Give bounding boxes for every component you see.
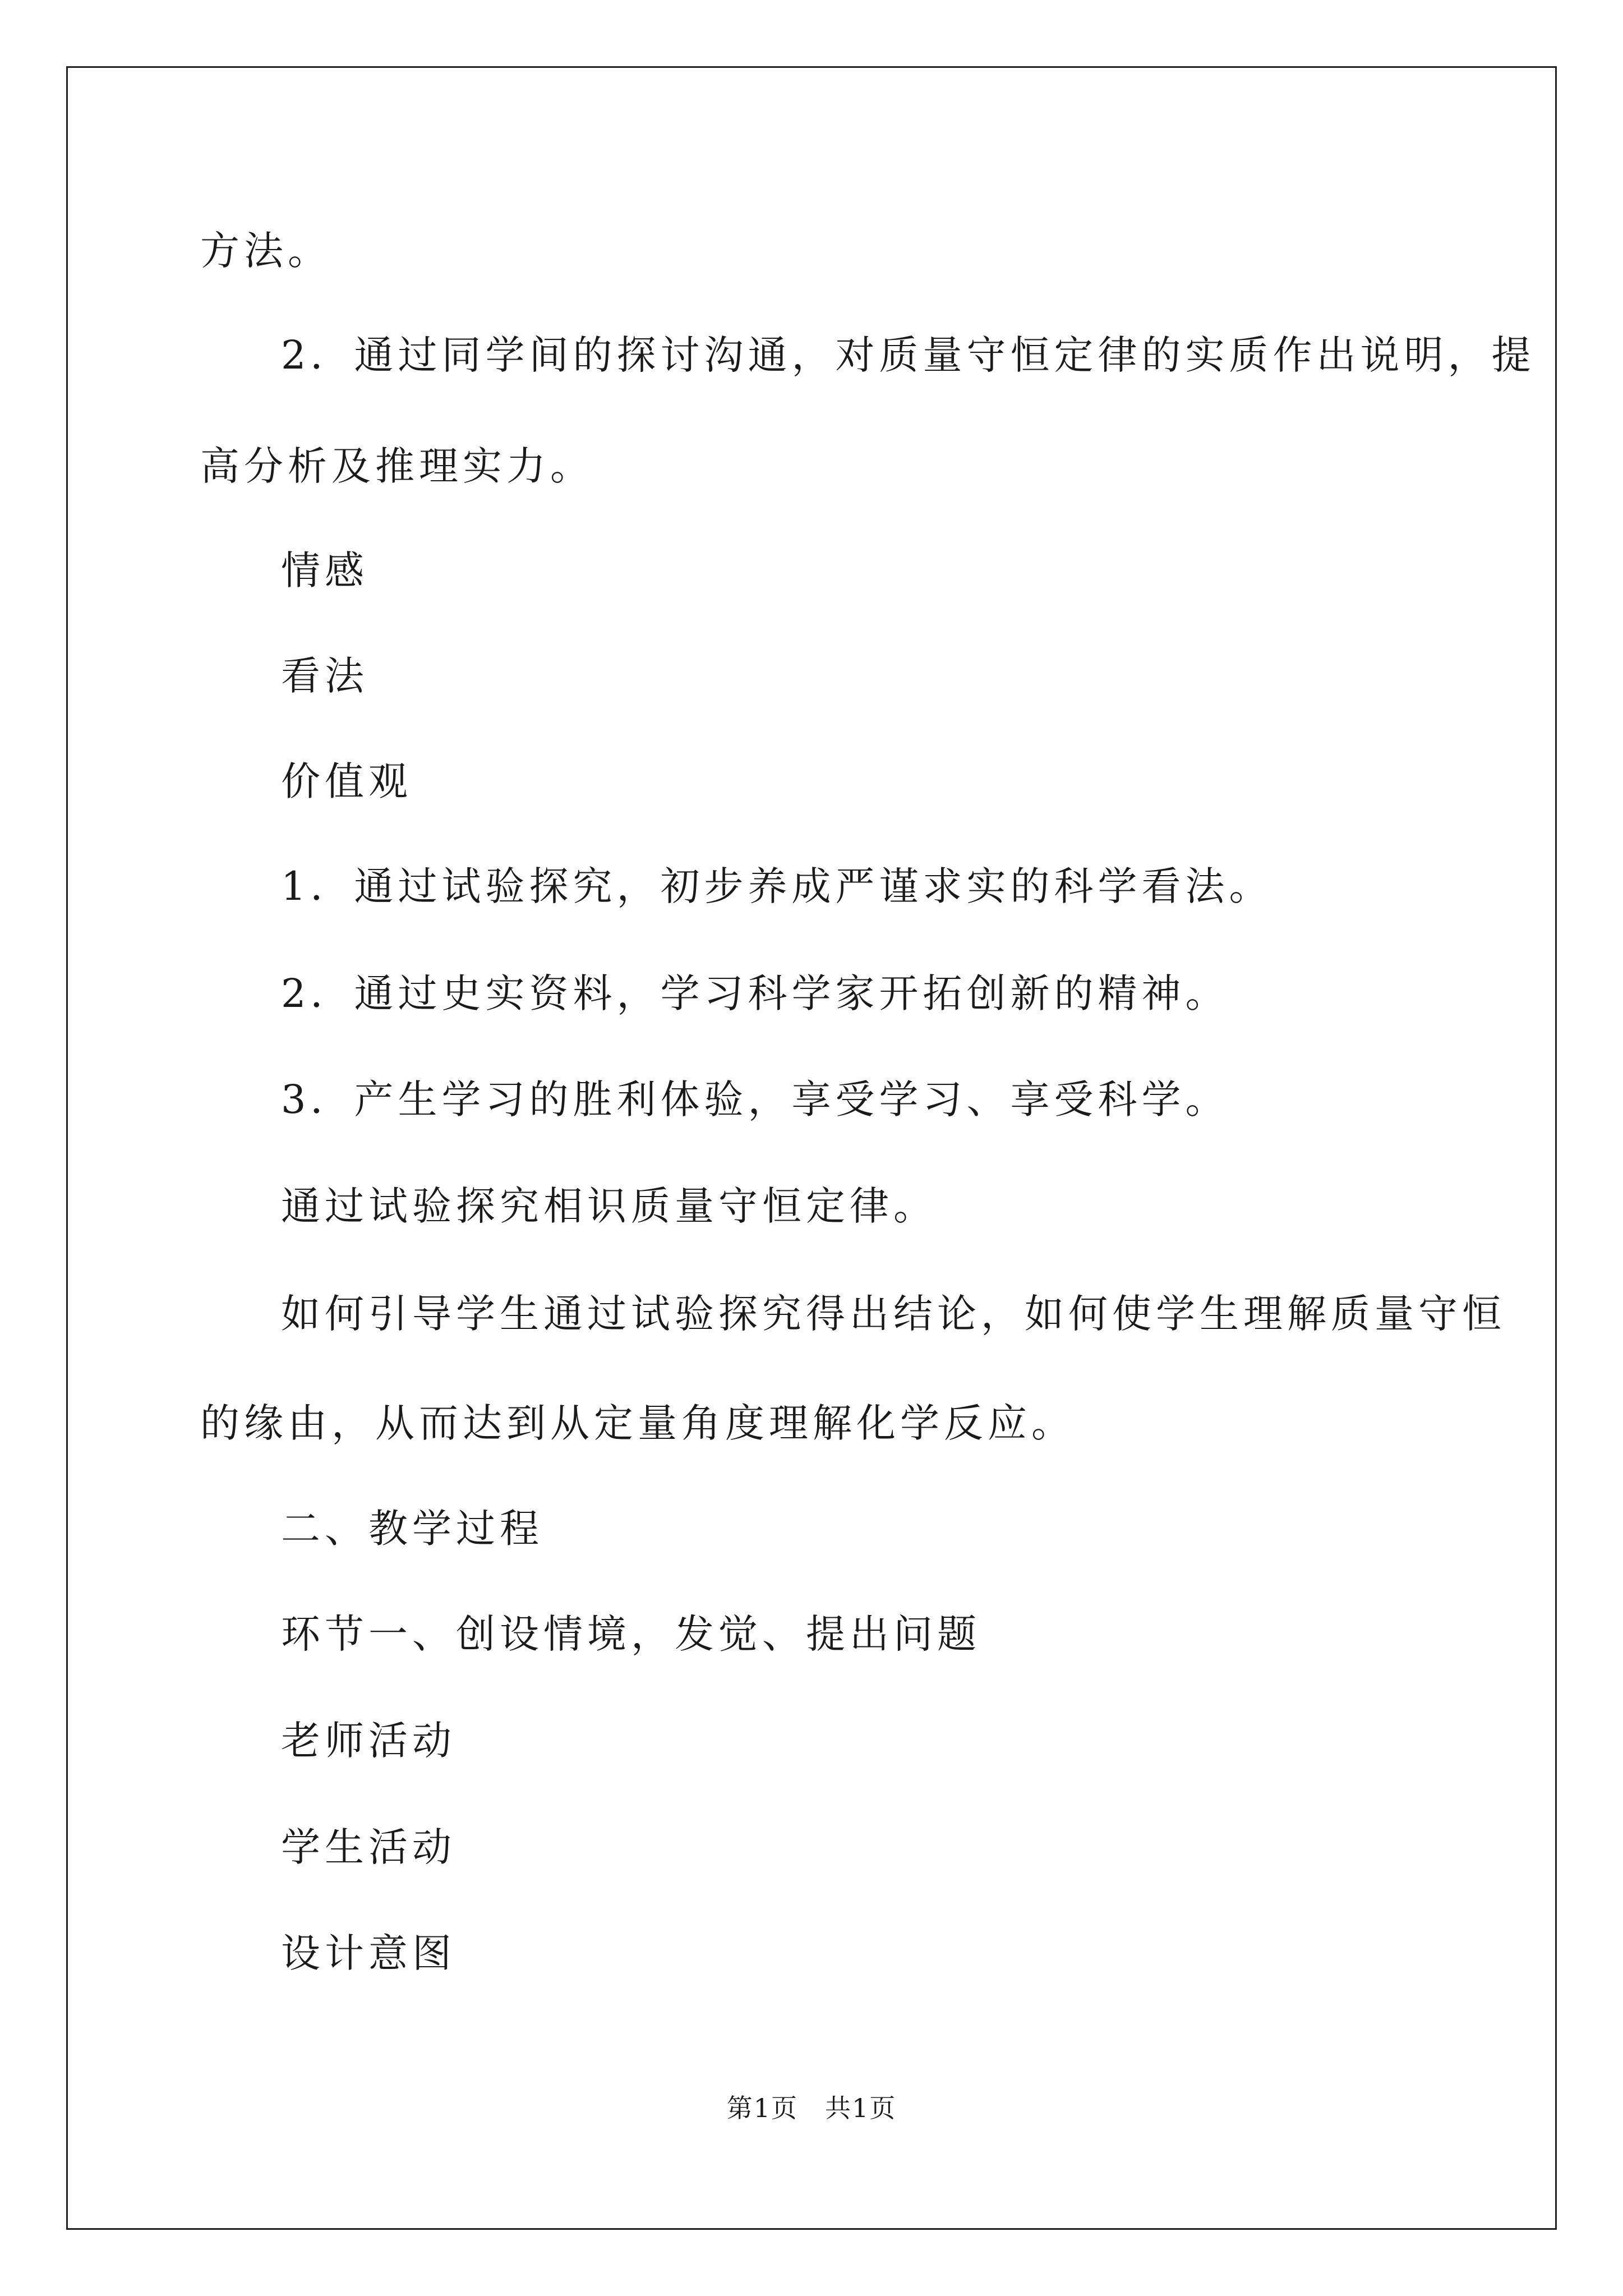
text-line: 价值观 bbox=[281, 758, 412, 804]
text-line: 通过试验探究相识质量守恒定律。 bbox=[281, 1183, 937, 1229]
page-border bbox=[66, 66, 1557, 2230]
text-line: 2．通过同学间的探讨沟通，对质量守恒定律的实质作出说明，提 bbox=[281, 332, 1536, 378]
page-number: 第1页 共1页 bbox=[726, 2093, 897, 2123]
text-line: 老师活动 bbox=[281, 1718, 456, 1764]
text-line: 看法 bbox=[281, 653, 368, 699]
text-line: 方法。 bbox=[200, 228, 331, 274]
text-line: 情感 bbox=[281, 547, 368, 593]
text-line: 二、教学过程 bbox=[281, 1506, 543, 1552]
text-line: 高分析及推理实力。 bbox=[200, 443, 594, 489]
text-line: 的缘由，从而达到从定量角度理解化学反应。 bbox=[200, 1400, 1075, 1446]
text-line: 2．通过史实资料，学习科学家开拓创新的精神。 bbox=[281, 970, 1229, 1016]
text-line: 如何引导学生通过试验探究得出结论，如何使学生理解质量守恒 bbox=[281, 1291, 1506, 1337]
text-line: 3．产生学习的胜利体验，享受学习、享受科学。 bbox=[281, 1076, 1229, 1122]
text-line: 环节一、创设情境，发觉、提出问题 bbox=[281, 1611, 981, 1657]
text-line: 学生活动 bbox=[281, 1824, 456, 1870]
text-line: 设计意图 bbox=[281, 1930, 456, 1976]
text-line: 1．通过试验探究，初步养成严谨求实的科学看法。 bbox=[281, 863, 1273, 909]
